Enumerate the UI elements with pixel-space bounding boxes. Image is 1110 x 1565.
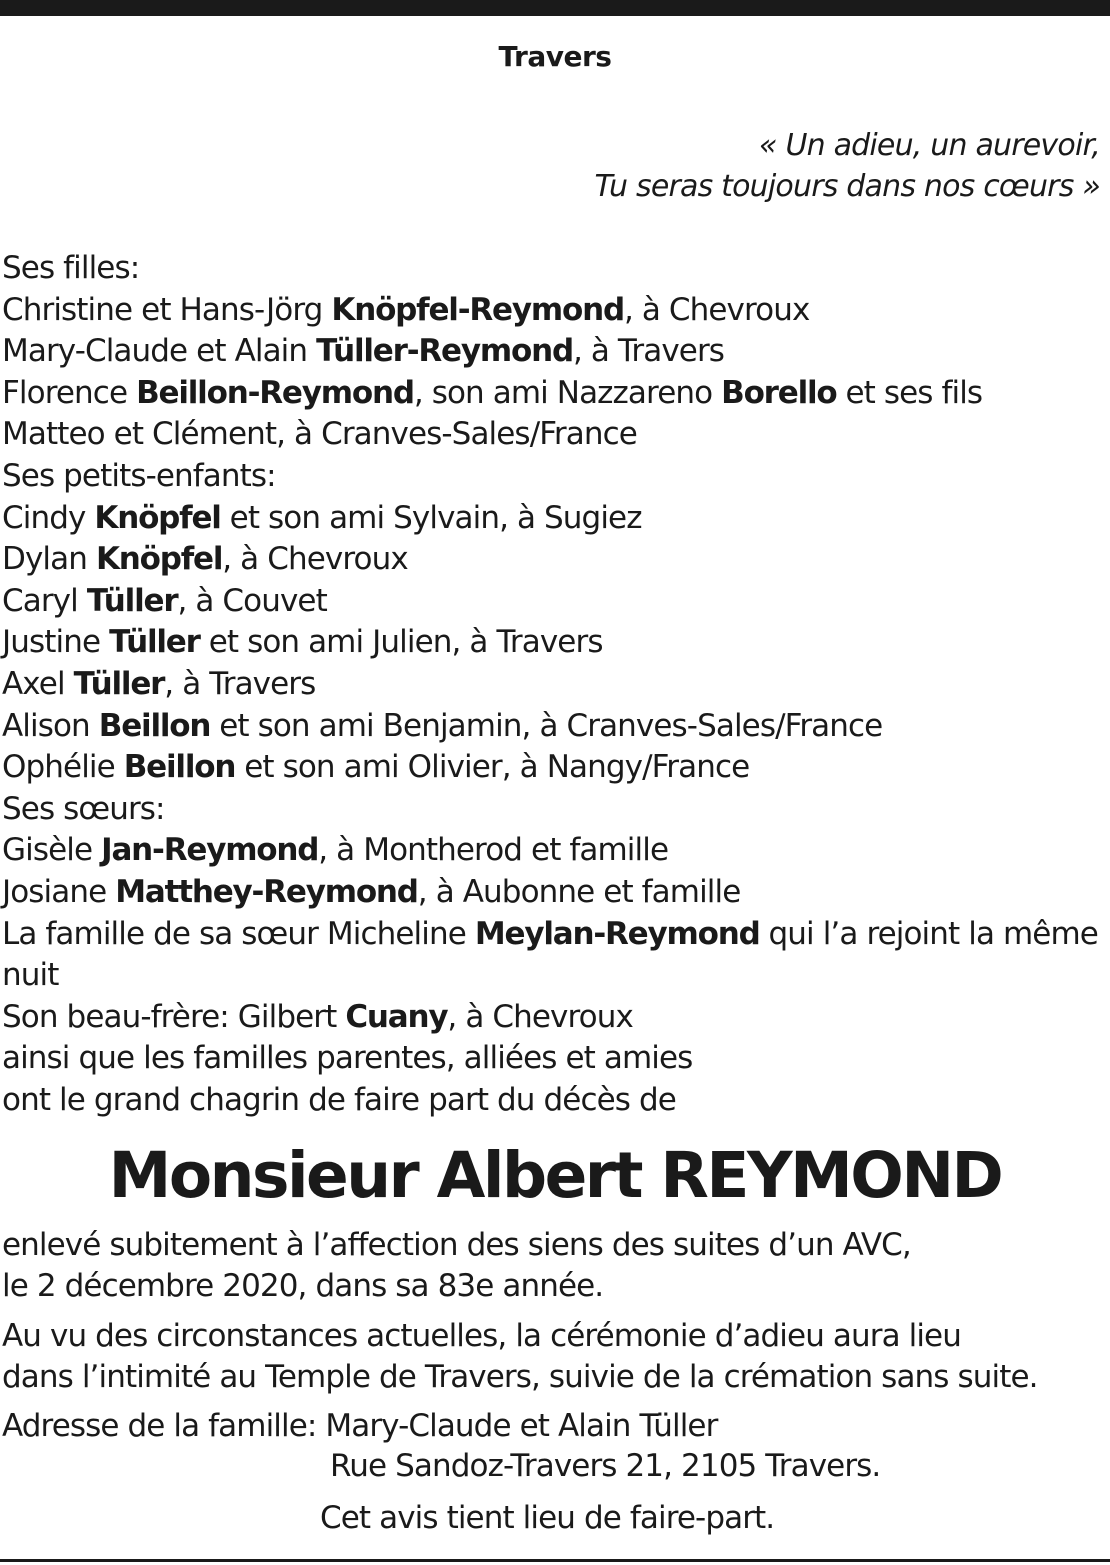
family-text: Caryl: [2, 582, 87, 619]
family-text: et son ami Benjamin, à Cranves-Sales/France: [210, 707, 883, 744]
family-text: Ses petits-enfants:: [2, 457, 276, 494]
family-text: Christine et Hans-Jörg: [2, 291, 332, 328]
family-line: [2, 331, 1108, 373]
family-list: [2, 248, 1108, 1121]
family-surname: Tüller: [73, 665, 165, 702]
family-line: [2, 830, 1108, 872]
family-text: Alison: [2, 707, 99, 744]
family-text: Ses filles:: [2, 250, 140, 286]
family-line: [2, 539, 1108, 581]
family-text: Josiane: [2, 873, 116, 910]
death-line: enlevé subitement à l’affection des siens des suites d’un AVC,: [2, 1227, 911, 1263]
family-surname: Meylan-Reymond: [474, 915, 760, 952]
family-line: [2, 997, 1108, 1039]
family-text: Axel: [2, 665, 74, 702]
top-rule: [0, 0, 1110, 16]
family-line: [2, 955, 1108, 997]
family-surname: Tüller-Reymond: [316, 333, 573, 370]
family-line: [2, 290, 1108, 332]
family-line: [2, 1038, 1108, 1080]
family-line: [2, 706, 1108, 748]
family-line: [2, 1080, 1108, 1122]
family-surname: Beillon: [98, 707, 211, 744]
family-line: [2, 914, 1108, 956]
family-text: , à Couvet: [177, 582, 327, 619]
family-surname: Knöpfel-Reymond: [331, 291, 624, 328]
family-address-label: Adresse de la famille: Mary-Claude et Alain Tüller: [2, 1408, 718, 1444]
family-text: Gisèle: [2, 832, 102, 869]
family-text: et son ami Julien, à Travers: [199, 624, 603, 661]
family-text: , son ami Nazzareno: [413, 374, 722, 411]
family-address-street: Rue Sandoz-Travers 21, 2105 Travers.: [330, 1448, 881, 1484]
family-surname: Matthey-Reymond: [115, 873, 418, 910]
family-text: Ses sœurs:: [2, 790, 165, 827]
family-text: , à Chevroux: [222, 541, 408, 578]
family-surname: Jan-Reymond: [101, 832, 319, 869]
family-surname: Knöpfel: [95, 541, 223, 578]
family-text: Ophélie: [2, 749, 124, 786]
epitaph-quote: [595, 125, 1100, 207]
family-surname: Tüller: [86, 582, 178, 619]
family-surname: Beillon: [123, 749, 236, 786]
family-text: et ses fils: [836, 374, 983, 411]
family-line: [2, 373, 1108, 415]
quote-line: « Un adieu, un aurevoir,: [759, 128, 1100, 163]
family-text: Dylan: [2, 541, 96, 578]
family-text: Matteo et Clément, à Cranves-Sales/France: [2, 416, 637, 453]
family-line: [2, 248, 1108, 290]
family-text: , à Aubonne et famille: [417, 873, 741, 910]
family-text: La famille de sa sœur Micheline: [2, 915, 475, 952]
family-surname: Knöpfel: [94, 499, 221, 536]
ceremony-line: dans l’intimité au Temple de Travers, suivie de la crémation sans suite.: [2, 1359, 1038, 1395]
family-text: Florence: [2, 374, 137, 411]
family-text: , à Travers: [164, 665, 316, 702]
ceremony-notice: [2, 1316, 1038, 1398]
family-line: [2, 872, 1108, 914]
family-surname: Borello: [721, 374, 837, 411]
family-text: , à Montherod et famille: [318, 832, 669, 869]
family-text: Son beau-frère: Gilbert: [2, 998, 346, 1035]
family-text: nuit: [2, 957, 59, 994]
family-surname: Beillon-Reymond: [136, 374, 414, 411]
family-text: Justine: [2, 624, 110, 661]
family-line: [2, 456, 1108, 498]
family-surname: Cuany: [345, 998, 448, 1035]
bottom-rule: [0, 1559, 1110, 1562]
family-line: [2, 581, 1108, 623]
family-text: et son ami Olivier, à Nangy/France: [235, 749, 750, 786]
family-surname: Tüller: [109, 624, 200, 661]
family-text: , à Travers: [572, 333, 725, 370]
location-heading: Travers: [498, 40, 612, 73]
family-line: [2, 498, 1108, 540]
family-text: ainsi que les familles parentes, alliées et amies: [2, 1040, 693, 1077]
family-text: , à Chevroux: [447, 998, 633, 1035]
ceremony-line: Au vu des circonstances actuelles, la cérémonie d’adieu aura lieu: [2, 1318, 961, 1354]
death-notice: [2, 1225, 911, 1307]
family-line: [2, 664, 1108, 706]
family-text: ont le grand chagrin de faire part du décès de: [2, 1081, 676, 1118]
family-line: [2, 414, 1108, 456]
family-text: Mary-Claude et Alain: [2, 333, 317, 370]
closing-note: Cet avis tient lieu de faire-part.: [320, 1500, 775, 1536]
family-text: , à Chevroux: [623, 291, 810, 328]
family-text: Cindy: [2, 499, 95, 536]
quote-line: Tu seras toujours dans nos cœurs »: [594, 169, 1100, 204]
family-line: [2, 789, 1108, 831]
deceased-name: Monsieur Albert REYMOND: [108, 1139, 1002, 1212]
family-text: et son ami Sylvain, à Sugiez: [220, 499, 642, 536]
family-line: [2, 747, 1108, 789]
family-line: [2, 622, 1108, 664]
death-line: le 2 décembre 2020, dans sa 83e année.: [2, 1268, 604, 1304]
family-text: qui l’a rejoint la même: [759, 915, 1098, 952]
